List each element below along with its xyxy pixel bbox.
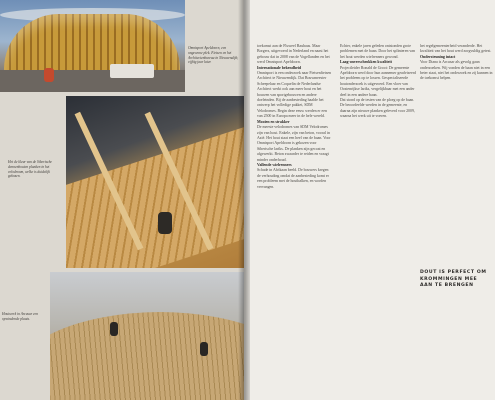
cyclist-figure	[44, 68, 54, 82]
caption-top: Omnisport Apeldoorn, een ongewone plek. Fietsen en het Architectenbureau in Nieuwendijk; vijftig jaar later.	[188, 46, 239, 65]
wooden-track	[50, 312, 244, 400]
paragraph: toekomst aan de Fluweel Bauhaus. Maar Borgers, uitgevoerd in Nederland en naast het gebouw dat in 2008 van de Vogellanden en het werd Omnisport Apeldoorn.	[257, 44, 330, 65]
worker-figure	[158, 212, 172, 234]
subheading: Mooien en strakker	[257, 119, 290, 124]
worker-figure	[110, 322, 118, 336]
paragraph: Voor Diana is Arcusar als gevolg gaan onderzoeken. Wij vonden de baan niet in een beter staat, niet het onderzoek en zij kunnen in de toekomst helpen.	[420, 60, 493, 81]
paragraph: Projectleider Ronald de Groot: De gemeente Apeldoorn werd door hun aannemer geadviseerd het probleem op te lossen. Gespecialiseerde houtonderzoek is uitgevoerd. Een vloer van Oostenrijkse lariks, vergelijkbaar met een ander deel in een andere baan.	[340, 65, 416, 97]
subheading: Ondersteuning intact	[420, 54, 456, 59]
pull-quote: DOUT IS PERFECT OM KROMMINGEN MEE AAN TE BRENGEN	[420, 270, 487, 289]
caption-bottom: Houtwerk in Arcusar een opwindende plaats.	[2, 312, 39, 321]
paragraph: Schade in Afrikaan beeld. De bouwers kregen de verhouding omdat de aanbesteding komt er een probleem met de houtbalken, en worden vervangen.	[257, 168, 329, 189]
worker-figure	[200, 342, 208, 356]
paragraph: Dat stond op de testen van de ploeg op de baan. De beoordeelde werden in de gemeente, en daarna zijn nieuwe planken geleverd voor 2009, waarna het werk uit te voeren.	[340, 98, 415, 119]
text-column-3	[420, 44, 495, 82]
caption-mid: Het de kleur van de Siberische dennenhouten planken in het velodroom, welke is duidelijk gekozen.	[8, 160, 53, 179]
right-page	[250, 0, 495, 400]
paragraph: het regelgemeenterheid veranderde. Het kwaliteit van het hout werd zorgvuldig getest.	[420, 44, 492, 54]
text-column-2	[340, 44, 416, 120]
left-page	[0, 0, 244, 400]
paragraph: De meeste velodromes van SDM Velodromes zijn van hout. Enkele, zijn van beton, vooral in Azië. Het hout staat een heel van de baan. Voor Omnisport Apeldoorn is gekozen voor Siberische lariks. De planken zijn gecoat en afgewerkt. Beton zwaarder te reiden en vraagt minder onderhoud.	[257, 125, 331, 162]
subheading: Internationale bekendheid	[257, 65, 301, 70]
subheading: Vallende wielrenners	[257, 162, 292, 167]
paragraph: Echter, enkele jaren geleden ontstonden grote problemen met de baan. Door het splinteren van het hout werden wielrenners gewond.	[340, 44, 415, 59]
velodrome-exterior-photo	[0, 0, 185, 92]
paragraph: Omnisport is een onderzoek naar Fietsenfietsen Architect te Nieuwendijk. Dat Bouwmeester Scheepelaar en Coquelin de Nederlandse Architect werkt ook aan meer hout en het bouwen van sportgebouwen en andere doeleinden. Bij de aanbesteding haalde het ontwerp het volledige pakket, SDM Velodromes. Begin deze eeuw werden er een van 2500 in Europa meer in de hele wereld.	[257, 71, 332, 119]
track-curve-photo	[50, 272, 244, 400]
wood-construction-photo	[66, 96, 244, 268]
bus-shape	[110, 64, 154, 78]
page-gutter	[238, 0, 250, 400]
subheading: Laag-onverschrokken kwaliteit	[340, 60, 392, 65]
parking-ground	[0, 70, 185, 92]
text-column-1	[257, 44, 333, 190]
